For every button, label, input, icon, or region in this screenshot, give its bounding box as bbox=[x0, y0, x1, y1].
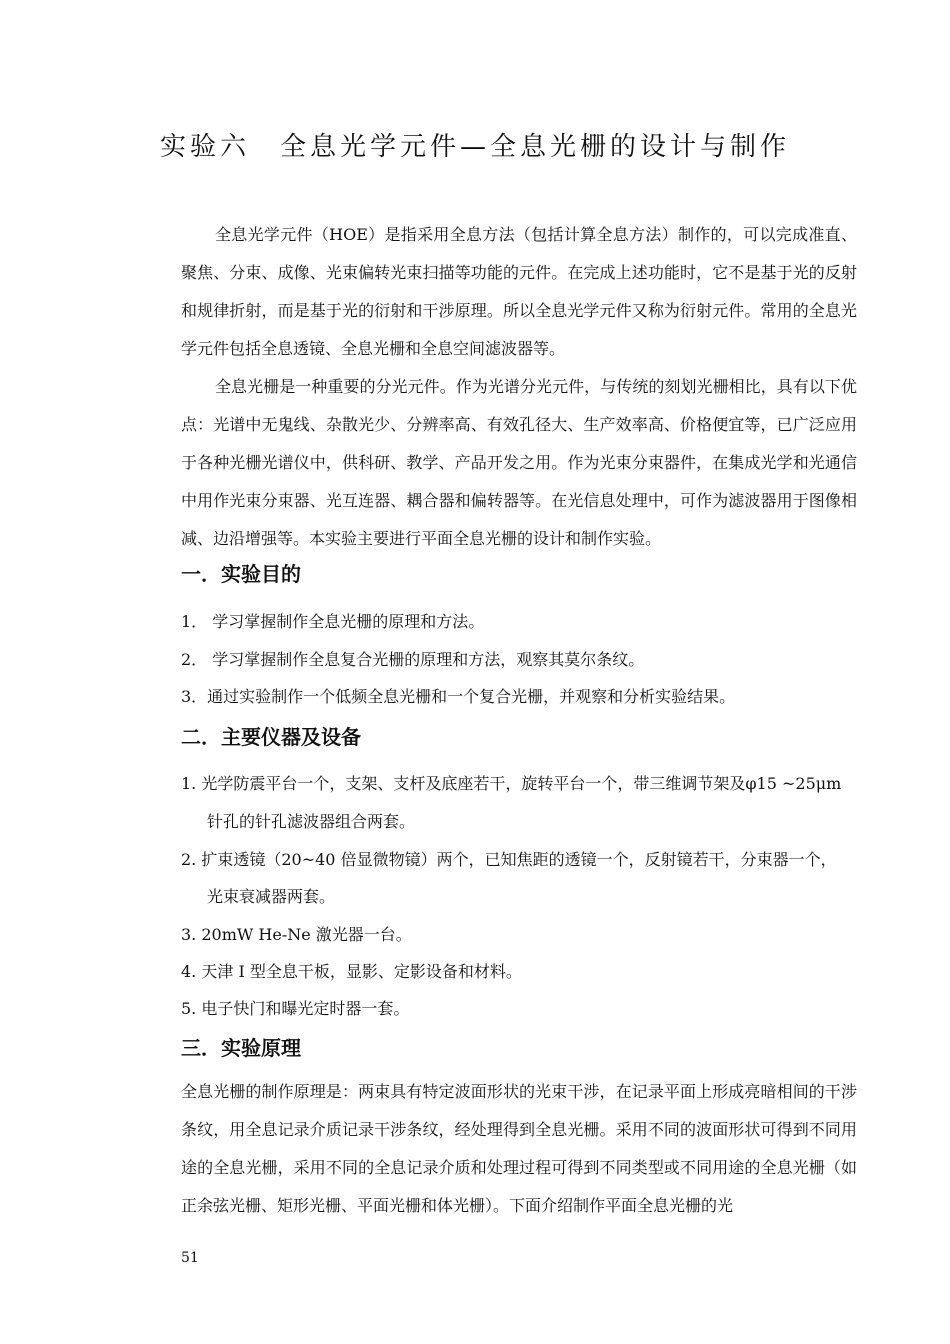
page-number: 51 bbox=[181, 1250, 199, 1266]
page-title bbox=[0, 126, 950, 163]
list-item-continuation: 光束衰减器两套。 bbox=[207, 887, 336, 906]
list-item: 5. 电子快门和曝光定时器一套。 bbox=[181, 999, 410, 1018]
list-item-continuation: 针孔的针孔滤波器组合两套。 bbox=[207, 812, 416, 831]
title-experiment-name: 全息光学元件—全息光栅的设计与制作 bbox=[280, 132, 791, 162]
list-item: 4. 天津 I 型全息干板，显影、定影设备和材料。 bbox=[181, 962, 522, 981]
intro-paragraph-2: 全息光栅是一种重要的分光元件。作为光谱分光元件，与传统的刻划光栅相比，具有以下优点：光谱中无鬼线、杂散光少、分辨率高、有效孔径大、生产效率高、价格便宜等，已广泛应用于各种光栅光谱仪中，供科研、教学、产品开发之用。作为光束分束器件，在集成光学和光通信中用作光束分束器、光互连器、耦合器和偏转器等。在光信息处理中，可作为滤波器用于图像相减、边沿增强等。本实验主要进行平面全息光栅的设计和制作实验。 bbox=[181, 377, 857, 548]
list-item: 3. 20mW He-Ne 激光器一台。 bbox=[181, 925, 412, 944]
list-item: 1. 光学防震平台一个，支架、支杆及底座若干，旋转平台一个，带三维调节架及φ15 ~25μm bbox=[181, 774, 842, 793]
section-heading-equipment: 二．主要仪器及设备 bbox=[181, 725, 361, 749]
title-experiment-number: 实验六 bbox=[159, 132, 250, 162]
list-item: 2. 扩束透镜（20~40 倍显微物镜）两个，已知焦距的透镜一个，反射镜若干，分束器一个， bbox=[181, 850, 837, 869]
list-item: 2． 学习掌握制作全息复合光栅的原理和方法，观察其莫尔条纹。 bbox=[181, 650, 645, 669]
principle-section bbox=[181, 1073, 857, 1225]
list-item: 3．通过实验制作一个低频全息光栅和一个复合光栅，并观察和分析实验结果。 bbox=[181, 687, 736, 706]
section-heading-objectives: 一．实验目的 bbox=[181, 562, 301, 586]
section-heading-principle: 三．实验原理 bbox=[181, 1036, 301, 1060]
intro-section bbox=[181, 216, 857, 558]
list-item: 1． 学习掌握制作全息光栅的原理和方法。 bbox=[181, 612, 485, 631]
intro-paragraph-1: 全息光学元件（HOE）是指采用全息方法（包括计算全息方法）制作的，可以完成准直、聚焦、分束、成像、光束偏转光束扫描等功能的元件。在完成上述功能时，它不是基于光的反射和规律折射，而是基于光的衍射和干涉原理。所以全息光学元件又称为衍射元件。常用的全息光学元件包括全息透镜、全息光栅和全息空间滤波器等。 bbox=[181, 225, 857, 358]
principle-paragraph: 全息光栅的制作原理是：两束具有特定波面形状的光束干涉，在记录平面上形成亮暗相间的干涉条纹，用全息记录介质记录干涉条纹，经处理得到全息光栅。采用不同的波面形状可得到不同用途的全息光栅，采用不同的全息记录介质和处理过程可得到不同类型或不同用途的全息光栅（如正余弦光栅、矩形光栅、平面光栅和体光栅）。下面介绍制作平面全息光栅的光 bbox=[181, 1082, 857, 1215]
